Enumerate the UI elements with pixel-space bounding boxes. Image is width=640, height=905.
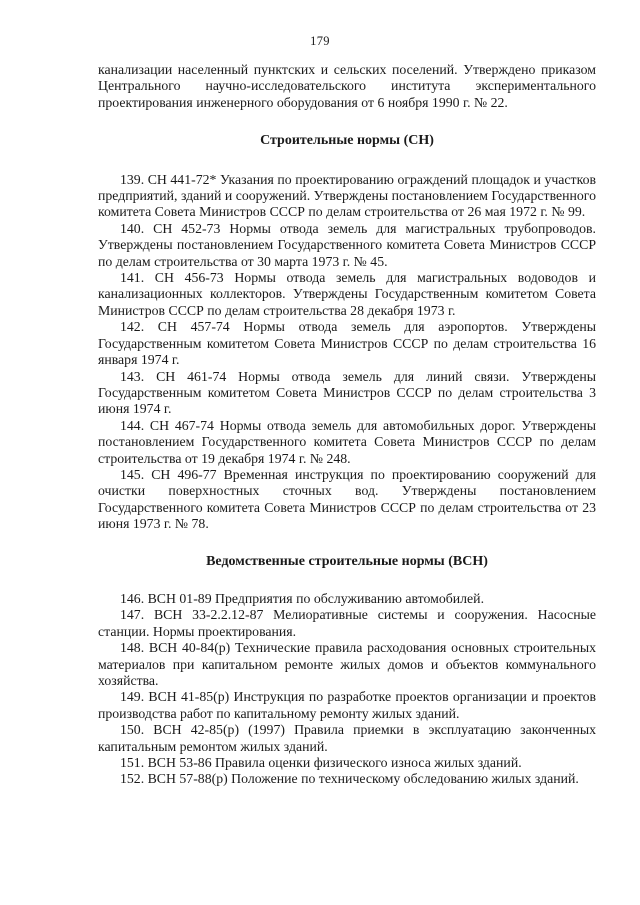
list-item-150: 150. ВСН 42-85(р) (1997) Правила приемки в эксплуатацию законченных капитальным ремонтом жилых зданий. [98, 722, 596, 754]
list-item-144: 144. СН 467-74 Нормы отвода земель для автомобильных дорог. Утверждены постановлением Государственного комитета Совета Министров СССР по делам строительства от 19 декабря 1974 г. № 248. [98, 417, 596, 466]
list-item-141: 141. СН 456-73 Нормы отвода земель для магистральных водоводов и канализационных коллекторов. Утверждены Государственным комитетом Совета Министров СССР по делам строительства 28 декабря 1973 г. [98, 270, 596, 318]
list-item-149: 149. ВСН 41-85(р) Инструкция по разработке проектов организации и проектов производства работ по капитальному ремонту жилых зданий. [98, 689, 596, 721]
list-item-151: 151. ВСН 53-86 Правила оценки физического износа жилых зданий. [120, 755, 522, 771]
list-item-146: 146. ВСН 01-89 Предприятия по обслуживанию автомобилей. [120, 590, 485, 606]
page-content [98, 62, 596, 788]
list-item-142: 142. СН 457-74 Нормы отвода земель для аэропортов. Утверждены Государственным комитетом Совета Министров СССР по делам строительства 16 января 1974 г. [98, 319, 596, 368]
list-item-139: 139. СН 441-72* Указания по проектированию ограждений площадок и участков предприятий, зданий и сооружений. Утверждены постановлением Государственного комитета Совета Министров СССР по делам строительства от 26 мая 1972 г. № 99. [98, 171, 597, 220]
page-number: 179 [310, 34, 330, 48]
list-item-143: 143. СН 461-74 Нормы отвода земель для линий связи. Утверждены Государственным комитетом Совета Министров СССР по делам строительства 3 июня 1974 г. [98, 368, 596, 417]
intro-paragraph: канализации населенный пунктских и сельских поселений. Утверждено приказом Центрального научно-исследовательского института экспериментального проектирования инженерного оборудования от 6 ноября 1990 г. № 22. [98, 62, 596, 110]
list-item-148: 148. ВСН 40-84(р) Технические правила расходования основных строительных материалов при капитальном ремонте жилых домов и объектов коммунального хозяйства. [98, 640, 596, 688]
section-heading-vsn: Ведомственные строительные нормы (ВСН) [206, 553, 488, 569]
section-heading-sn: Строительные нормы (СН) [260, 133, 434, 149]
list-item-140: 140. СН 452-73 Нормы отвода земель для магистральных трубопроводов. Утверждены постановлением Государственного комитета Совета Министров СССР по делам строительства от 30 марта 1973 г. № 45. [98, 220, 596, 269]
list-item-152: 152. ВСН 57-88(р) Положение по техническому обследованию жилых зданий. [120, 771, 579, 787]
list-item-147: 147. ВСН 33-2.2.12-87 Мелиоративные системы и сооружения. Насосные станции. Нормы проектирования. [98, 607, 596, 639]
list-item-145: 145. СН 496-77 Временная инструкция по проектированию сооружений для очистки поверхностных сточных вод. Утверждены постановлением Государственного комитета Совета Министров СССР по делам строительства от 23 июня 1973 г. № 78. [98, 466, 596, 532]
